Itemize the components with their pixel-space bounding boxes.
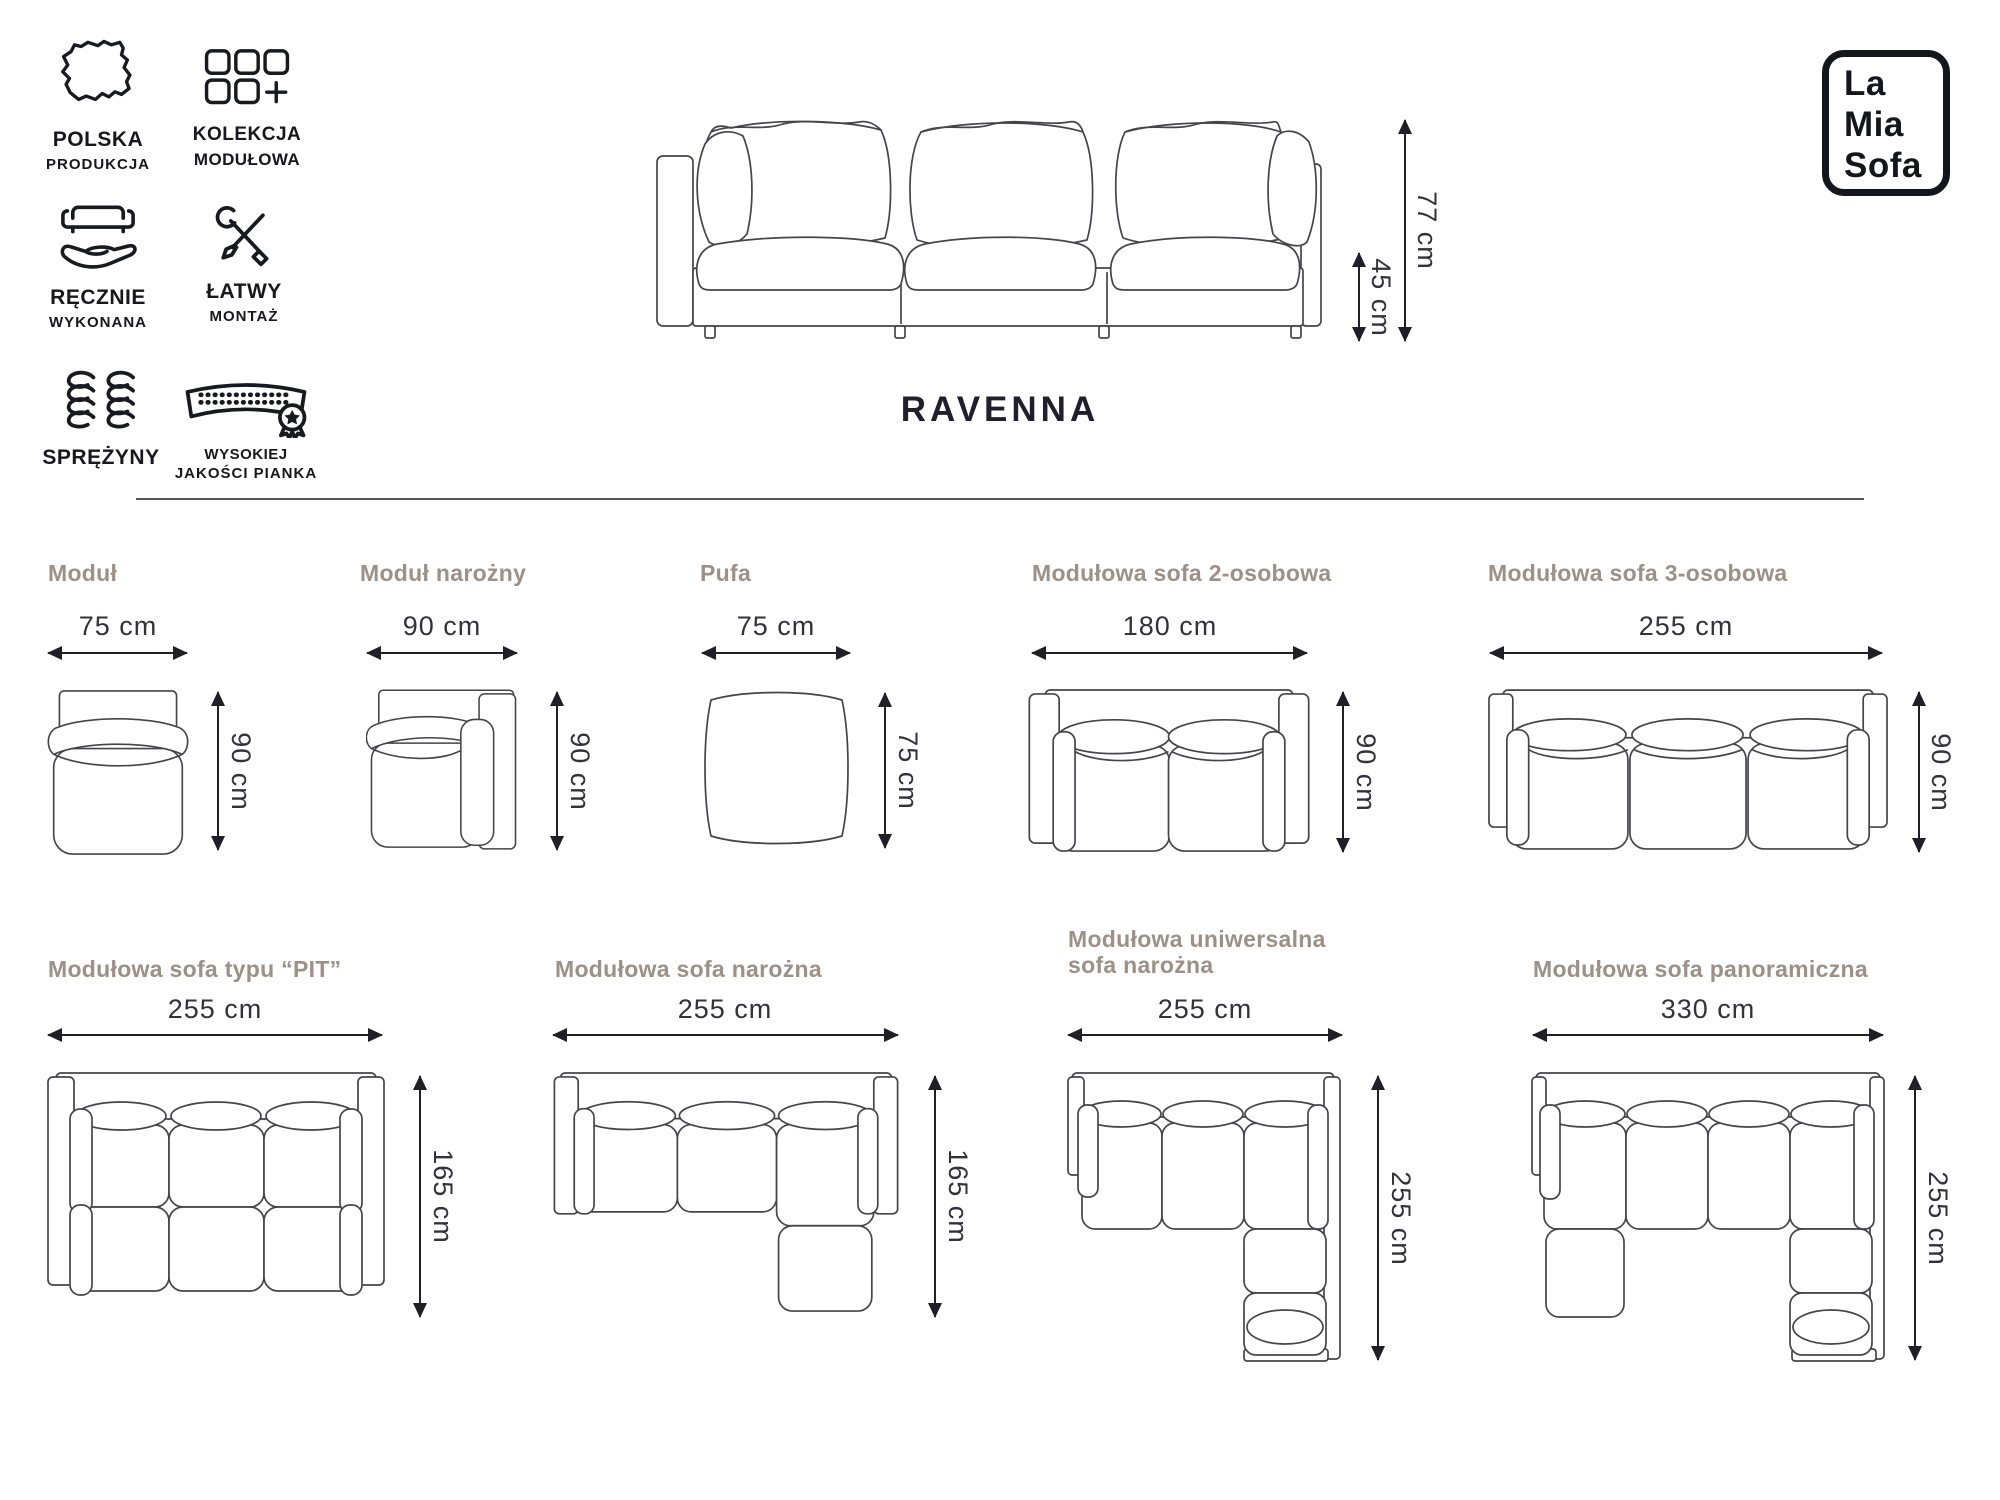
poland-map-icon [56,38,140,118]
feature-springs [40,368,162,474]
feature-label: KOLEKCJA [192,124,302,145]
height-arrow [1914,1076,1916,1360]
height-arrow [1342,692,1344,852]
module-title-sofa-uniwersalna: Modułowa uniwersalna sofa narożna [1068,926,1326,978]
height-dimension: 90 cm [1925,732,1956,812]
total-height-arrow [1404,120,1406,341]
logo-line: Sofa [1844,146,1922,185]
module-title-sofa-narozna: Modułowa sofa narożna [555,956,822,982]
total-height-dimension: 77 cm [1411,191,1442,270]
feature-sublabel: WYKONANA [49,314,147,331]
module-drawing-sofa-2 [1027,688,1311,859]
feature-label: WYSOKIEJ [204,446,288,463]
module-title-sofa-pit: Modułowa sofa typu “PIT” [48,956,342,982]
width-dimension: 90 cm [402,611,482,641]
seat-height-dimension: 45 cm [1365,257,1396,337]
height-arrow [1918,692,1920,852]
width-dimension: 255 cm [1157,994,1253,1024]
module-title-sofa-2: Modułowa sofa 2-osobowa [1032,560,1332,586]
module-drawing-sofa-uniwersalna [1066,1071,1344,1363]
module-drawing-sofa-panoramiczna [1530,1071,1886,1363]
module-drawing-sofa-narozna [551,1071,901,1317]
springs-icon [63,368,139,436]
logo-line: Mia [1844,105,1904,144]
height-dimension: 90 cm [225,731,256,811]
tools-icon [213,204,275,270]
feature-modular-collection [186,48,308,170]
module-title-modul-narozny: Moduł narożny [360,560,527,586]
feature-sublabel: MONTAŻ [209,308,279,325]
feature-sublabel: PRODUKCJA [45,156,150,173]
height-arrow [217,692,219,850]
width-arrow [1032,652,1307,654]
width-arrow [1533,1034,1883,1036]
width-dimension: 255 cm [677,994,773,1024]
module-drawing-pufa [699,688,854,848]
height-dimension: 255 cm [1922,1170,1953,1266]
width-arrow [553,1034,898,1036]
feature-label: POLSKA [52,128,144,151]
brand-logo [1822,50,1950,196]
width-arrow [367,652,517,654]
module-title-pufa: Pufa [700,560,752,586]
width-arrow [48,652,187,654]
width-arrow [1490,652,1882,654]
height-dimension: 165 cm [427,1149,458,1244]
width-dimension: 330 cm [1660,994,1756,1024]
height-dimension: 255 cm [1385,1170,1416,1266]
feature-label: SPRĘŻYNY [42,446,160,469]
width-dimension: 180 cm [1122,611,1218,641]
width-arrow [1068,1034,1342,1036]
width-arrow [702,652,850,654]
feature-high-quality-foam [172,378,320,482]
feature-sublabel: MODUŁOWA [193,150,301,169]
feature-sublabel: JAKOŚCI PIANKA [174,465,318,482]
feature-easy-assembly [186,204,302,325]
product-name: RAVENNA [900,390,1100,429]
height-arrow [1377,1076,1379,1360]
height-arrow [934,1076,936,1317]
module-title-modul: Moduł [48,560,118,586]
height-dimension: 90 cm [1350,732,1381,812]
height-arrow [419,1076,421,1317]
width-dimension: 75 cm [78,611,158,641]
height-dimension: 90 cm [564,731,595,811]
module-drawing-modul-narozny [366,688,521,853]
module-drawing-sofa-pit [46,1071,386,1311]
module-title-sofa-panoramiczna: Modułowa sofa panoramiczna [1533,956,1868,982]
width-dimension: 255 cm [1638,611,1734,641]
feature-handmade [37,198,159,331]
width-dimension: 255 cm [167,994,263,1024]
feature-poland-production [37,38,159,173]
modules-grid-icon [204,48,290,114]
feature-label: ŁATWY [206,280,282,303]
divider-line [136,498,1864,500]
seat-height-arrow [1358,253,1360,341]
feature-label: RĘCZNIE [50,286,146,309]
module-drawing-sofa-3 [1487,688,1889,857]
height-arrow [556,692,558,850]
width-arrow [48,1034,382,1036]
module-drawing-modul [46,688,190,858]
height-arrow [884,693,886,848]
foam-badge-icon [180,378,312,438]
sofa-front-drawing [655,92,1327,344]
logo-line: La [1844,64,1886,103]
hand-sofa-icon [53,198,143,276]
width-dimension: 75 cm [736,611,816,641]
module-title-sofa-3: Modułowa sofa 3-osobowa [1488,560,1788,586]
height-dimension: 75 cm [892,731,923,810]
height-dimension: 165 cm [942,1149,973,1244]
